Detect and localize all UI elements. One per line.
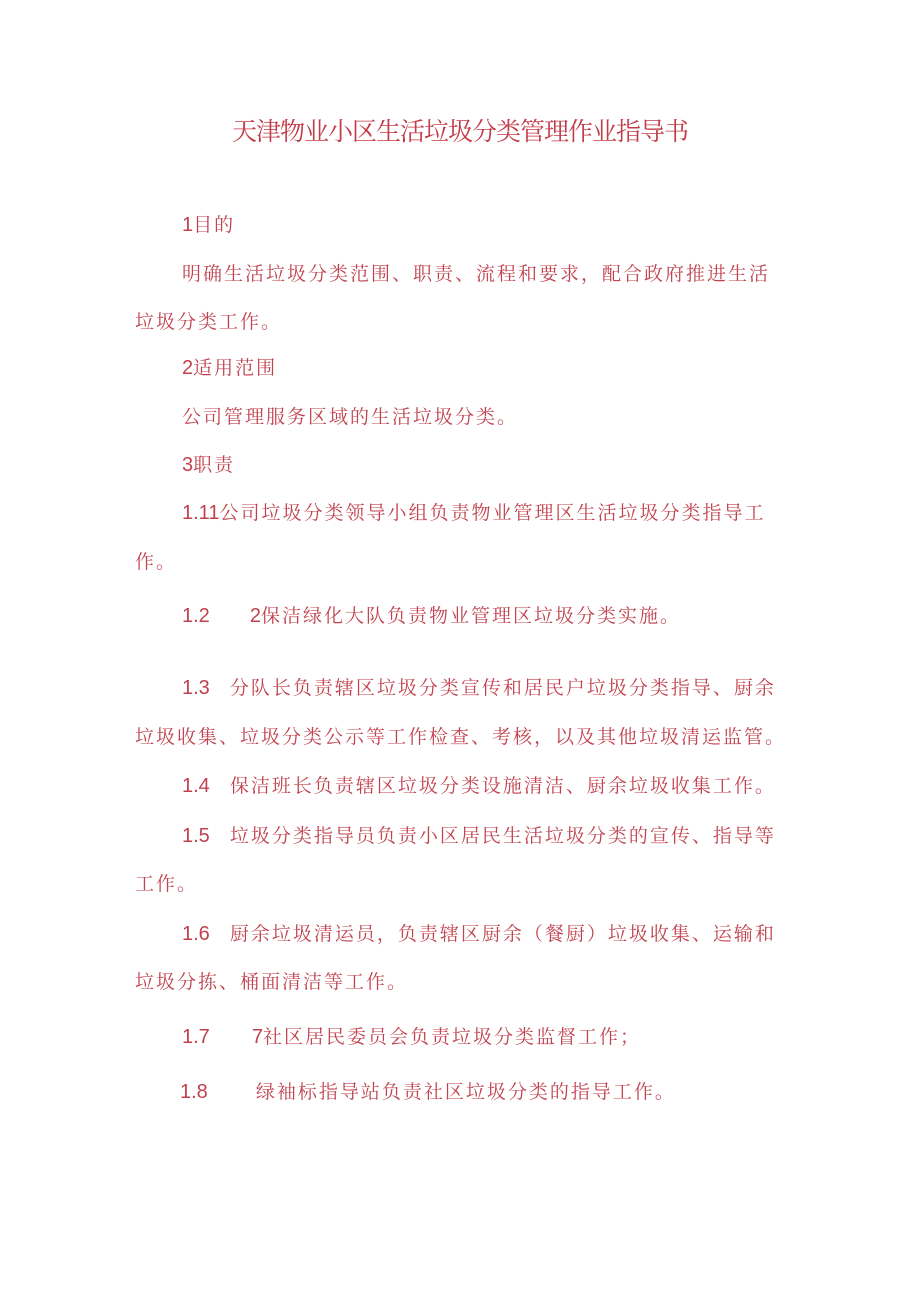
section-heading-text: 适用范围 <box>193 357 278 379</box>
item-text: 社区居民委员会负责垃圾分类监督工作； <box>262 1026 641 1048</box>
item-text: 分队长负责辖区垃圾分类宣传和居民户垃圾分类指导、厨余 <box>229 677 776 699</box>
item-number: 1.5 <box>182 825 210 847</box>
section-number: 2 <box>182 357 194 379</box>
duty-item-6 <box>182 922 776 946</box>
duty-item-3 <box>182 676 776 700</box>
purpose-text-line2: 垃圾分类工作。 <box>135 311 283 333</box>
item-number: 1.8 <box>180 1081 208 1103</box>
section-heading-text: 职责 <box>193 454 236 476</box>
duty-item-7 <box>182 1025 641 1049</box>
duty-item-3-cont: 垃圾收集、垃圾分类公示等工作检查、考核，以及其他垃圾清运监管。 <box>135 726 787 748</box>
item-number: 1.3 <box>182 677 210 699</box>
item-subnumber: 7 <box>251 1026 263 1048</box>
section-number: 3 <box>182 454 194 476</box>
duty-item-1 <box>182 501 765 525</box>
duty-item-5 <box>182 824 776 848</box>
item-number: 1.7 <box>182 1026 210 1048</box>
item-text: 保洁班长负责辖区垃圾分类设施清洁、厨余垃圾收集工作。 <box>229 775 776 797</box>
purpose-text-line1: 明确生活垃圾分类范围、职责、流程和要求，配合政府推进生活 <box>182 263 771 285</box>
duty-item-5-cont: 工作。 <box>135 873 199 895</box>
item-number: 1.6 <box>182 923 210 945</box>
section-heading-duties <box>182 453 235 477</box>
section-heading-purpose <box>182 213 235 237</box>
section-number: 1 <box>182 214 194 236</box>
page-title: 天津物业小区生活垃圾分类管理作业指导书 <box>231 117 688 146</box>
item-text: 保洁绿化大队负责物业管理区垃圾分类实施。 <box>260 605 681 627</box>
item-text: 垃圾分类指导员负责小区居民生活垃圾分类的宣传、指导等 <box>229 825 776 847</box>
item-number: 1.4 <box>182 775 210 797</box>
item-number: 1.11 <box>182 502 220 524</box>
duty-item-4 <box>182 774 776 798</box>
item-text: 厨余垃圾清运员，负责辖区厨余（餐厨）垃圾收集、运输和 <box>229 923 776 945</box>
section-heading-text: 目的 <box>193 214 236 236</box>
duty-item-6-cont: 垃圾分拣、桶面清洁等工作。 <box>135 971 409 993</box>
duty-item-1-cont: 作。 <box>135 551 178 573</box>
item-text: 公司垃圾分类领导小组负责物业管理区生活垃圾分类指导工 <box>219 502 766 524</box>
item-text: 绿袖标指导站负责社区垃圾分类的指导工作。 <box>255 1081 676 1103</box>
duty-item-2 <box>182 604 681 628</box>
item-number: 1.2 <box>182 605 210 627</box>
item-subnumber: 2 <box>249 605 261 627</box>
section-heading-scope <box>182 356 277 380</box>
scope-text: 公司管理服务区域的生活垃圾分类。 <box>182 406 519 428</box>
duty-item-8 <box>180 1080 676 1104</box>
